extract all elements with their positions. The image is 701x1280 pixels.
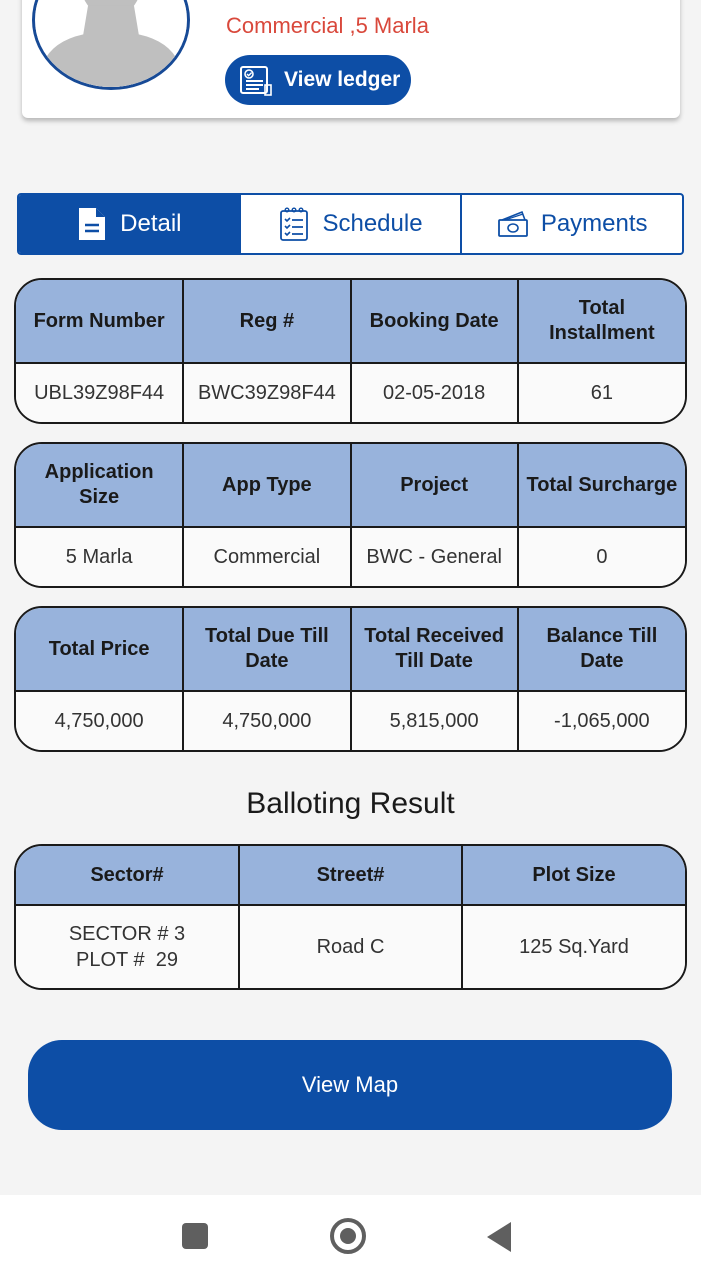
tab-payments[interactable] [462,195,682,253]
tab-bar [17,193,684,255]
tab-detail[interactable] [19,195,241,253]
app-type-value: Commercial [183,527,350,586]
table-header-row [16,846,685,905]
table-header-row [16,444,685,527]
header-application-size: Application Size [16,444,183,527]
tab-detail-label: Detail [120,210,182,237]
person-silhouette-icon [35,0,187,87]
header-total-due: Total Due Till Date [183,608,350,691]
header-balance: Balance Till Date [518,608,685,691]
booking-date-value: 02-05-2018 [351,363,518,422]
recent-apps-icon[interactable] [182,1223,208,1249]
system-nav-bar [0,1195,701,1280]
total-received-value: 5,815,000 [351,691,518,750]
header-total-surcharge: Total Surcharge [518,444,685,527]
header-plot-size: Plot Size [462,846,685,905]
table-header-row [16,280,685,363]
view-ledger-button[interactable] [225,55,411,105]
header-total-received: Total Received Till Date [351,608,518,691]
header-reg-number: Reg # [183,280,350,363]
header-sector: Sector# [16,846,239,905]
sector-value [16,905,239,988]
table-row [16,527,685,586]
booking-info-table [14,278,687,424]
view-ledger-label: View ledger [284,68,401,91]
avatar [32,0,190,90]
sector-line: SECTOR # 3 [68,923,186,945]
document-icon [76,206,108,242]
table-header-row [16,608,685,691]
ledger-icon [239,63,273,97]
view-map-button[interactable]: View Map [28,1040,672,1130]
table-row [16,905,685,988]
profile-card [22,0,680,118]
header-total-price: Total Price [16,608,183,691]
total-due-value: 4,750,000 [183,691,350,750]
application-size-value: 5 Marla [16,527,183,586]
table-row [16,363,685,422]
plot-number-line: PLOT # 29 [76,949,178,971]
total-price-value: 4,750,000 [16,691,183,750]
total-surcharge-value: 0 [518,527,685,586]
header-street: Street# [239,846,462,905]
application-info-table [14,442,687,588]
plot-type-label: Commercial ,5 Marla [226,13,429,38]
header-project: Project [351,444,518,527]
total-installment-value: 61 [518,363,685,422]
balloting-title: Balloting Result [246,787,455,820]
reg-number-value: BWC39Z98F44 [183,363,350,422]
form-number-value: UBL39Z98F44 [16,363,183,422]
balloting-result-table [14,844,687,990]
tab-schedule[interactable] [241,195,463,253]
home-icon[interactable] [330,1218,366,1254]
street-value: Road C [239,905,462,988]
table-row [16,691,685,750]
header-booking-date: Booking Date [351,280,518,363]
balance-value: -1,065,000 [518,691,685,750]
payment-summary-table [14,606,687,752]
plot-size-value: 125 Sq.Yard [462,905,685,988]
checklist-icon [278,206,310,242]
tab-schedule-label: Schedule [322,210,423,237]
tab-payments-label: Payments [540,210,648,237]
project-value: BWC - General [351,527,518,586]
back-icon[interactable] [487,1222,511,1252]
header-app-type: App Type [183,444,350,527]
header-total-installment: Total Installment [518,280,685,363]
header-form-number: Form Number [16,280,183,363]
cash-icon [497,206,529,242]
